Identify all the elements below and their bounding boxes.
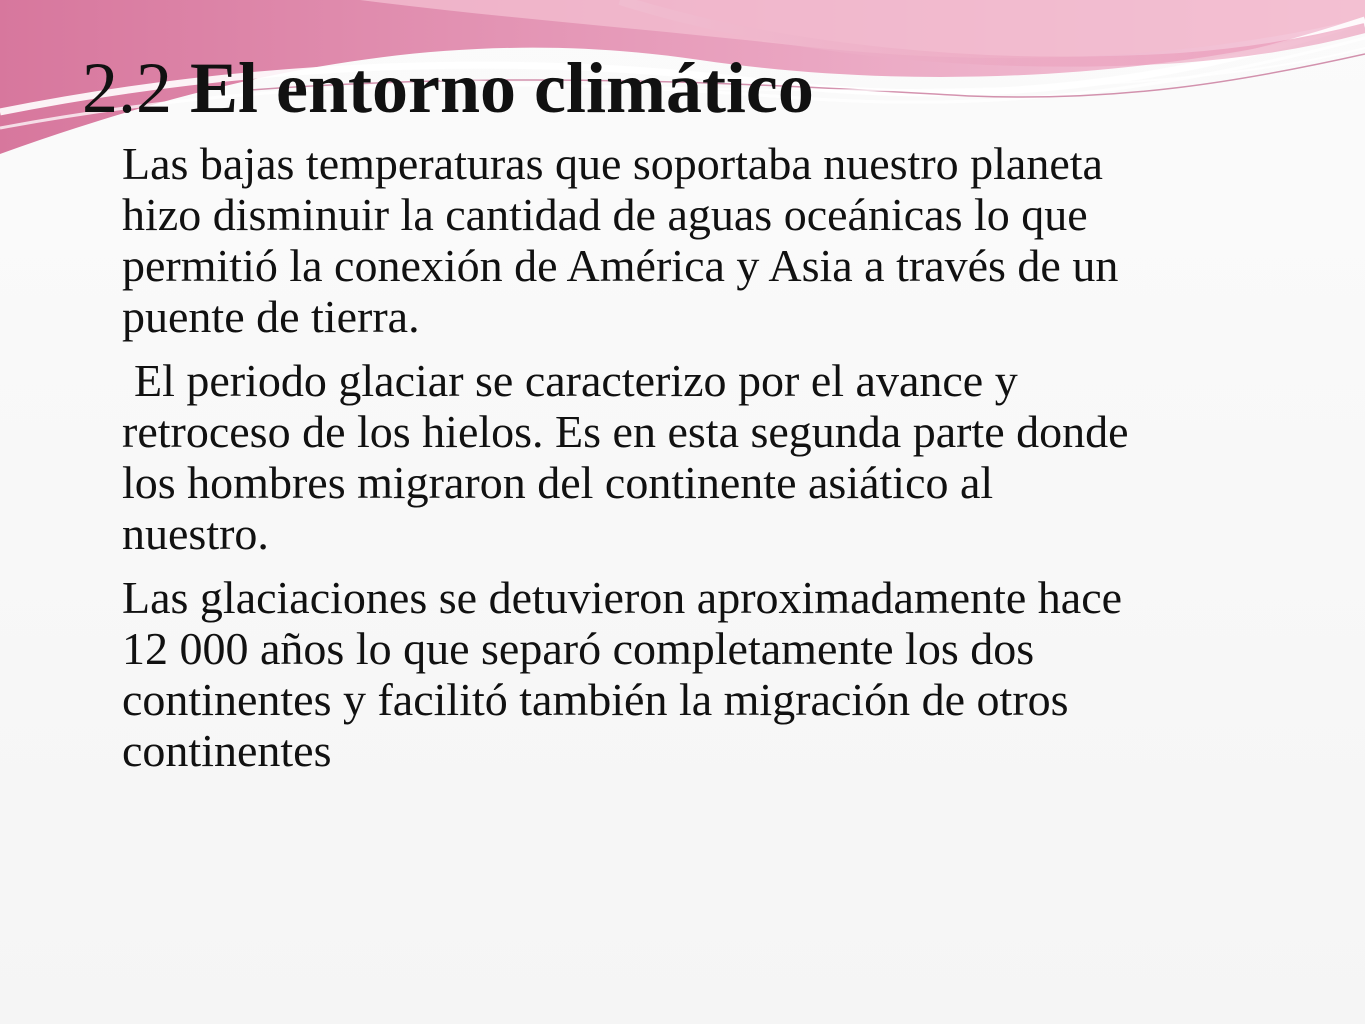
paragraph-line: Las bajas temperaturas que soportaba nuestro planeta bbox=[122, 138, 1103, 189]
paragraph-line: Las glaciaciones se detuvieron aproximadamente hace bbox=[122, 572, 1123, 623]
title-number: 2.2 bbox=[82, 48, 172, 128]
slide-title bbox=[82, 50, 814, 126]
paragraph-line: puente de tierra. bbox=[122, 291, 420, 342]
paragraph-line: los hombres migraron del continente asiático al bbox=[122, 457, 994, 508]
title-text: El entorno climático bbox=[190, 48, 814, 128]
paragraph-line: retroceso de los hielos. Es en esta segunda parte donde bbox=[122, 406, 1129, 457]
paragraph-3 bbox=[122, 572, 1322, 776]
paragraph-line: El periodo glaciar se caracterizo por el avance y bbox=[134, 355, 1018, 406]
paragraph-2 bbox=[122, 355, 1322, 559]
paragraph-line: 12 000 años lo que separó completamente los dos bbox=[122, 623, 1035, 674]
paragraph-line: nuestro. bbox=[122, 508, 269, 559]
paragraph-line: continentes y facilitó también la migración de otros bbox=[122, 674, 1069, 725]
slide-body bbox=[122, 138, 1322, 789]
paragraph-line: continentes bbox=[122, 725, 332, 776]
paragraph-line: permitió la conexión de América y Asia a través de un bbox=[122, 240, 1119, 291]
paragraph-line: hizo disminuir la cantidad de aguas oceánicas lo que bbox=[122, 189, 1088, 240]
paragraph-1 bbox=[122, 138, 1322, 342]
